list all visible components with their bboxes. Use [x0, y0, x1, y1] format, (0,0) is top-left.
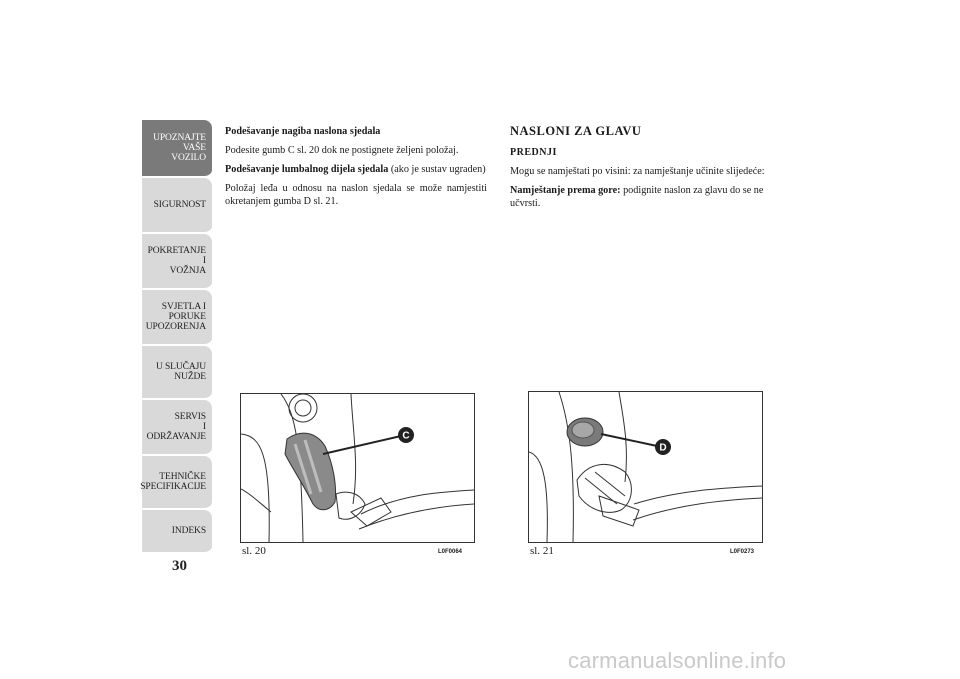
page-number: 30 [172, 558, 187, 574]
heading-lumbar: Podešavanje lumbalnog dijela sjedala (ako je sustav ugraden) [225, 164, 486, 175]
tab-tehnicke-specifikacije[interactable]: TEHNIČKE SPECIFIKACIJE [142, 456, 212, 510]
figure-sl-20 [240, 393, 475, 543]
section-title: NASLONI ZA GLAVU [510, 124, 642, 138]
tab-upoznajte-vase-vozilo[interactable]: UPOZNAJTE VAŠE VOZILO [142, 120, 212, 178]
paragraph-tilt: Podesite gumb C sl. 20 dok ne postignete željeni položaj. [225, 145, 459, 156]
right-text-column [510, 125, 785, 216]
figure-code-2: L0F0273 [730, 549, 755, 555]
caption-sl-21: sl. 21 [530, 545, 554, 557]
heading-backrest-tilt: Podešavanje nagiba naslona sjedala [225, 126, 381, 137]
tab-svjetla-i-poruke[interactable]: SVJETLA I PORUKE UPOZORENJA [142, 290, 212, 346]
figure-code-1: L0F0064 [438, 549, 463, 555]
tab-sigurnost[interactable]: SIGURNOST [142, 178, 212, 234]
subsection-title: PREDNJI [510, 147, 557, 158]
lumbar-knob-illustration [529, 392, 762, 542]
tab-pokretanje-i-voznja[interactable]: POKRETANJE I VOŽNJA [142, 234, 212, 290]
tab-u-slucaju-nuzde[interactable]: U SLUČAJU NUŽDE [142, 346, 212, 400]
left-text-column [225, 125, 487, 214]
paragraph-lumbar: Položaj leđa u odnosu na naslon sjedala se može namjestiti okretanjem gumba D sl. 21. [225, 183, 487, 207]
tab-servis-i-odrzavanje[interactable]: SERVIS I ODRŽAVANJE [142, 400, 212, 456]
callout-c-label: C [402, 430, 410, 442]
callout-d-label: D [659, 442, 667, 454]
watermark: carmanualsonline.info [568, 648, 787, 673]
figure-sl-21 [528, 391, 763, 543]
paragraph-adjust-up: Namještanje prema gore: podignite naslon za glavu do se ne učvrsti. [510, 185, 764, 209]
caption-sl-20: sl. 20 [242, 545, 266, 557]
paragraph-headrest: Mogu se namještati po visini: za namještanje učinite slijedeće: [510, 166, 765, 177]
seat-tilt-knob-illustration [241, 394, 474, 542]
tab-indeks[interactable]: INDEKS [142, 510, 212, 554]
